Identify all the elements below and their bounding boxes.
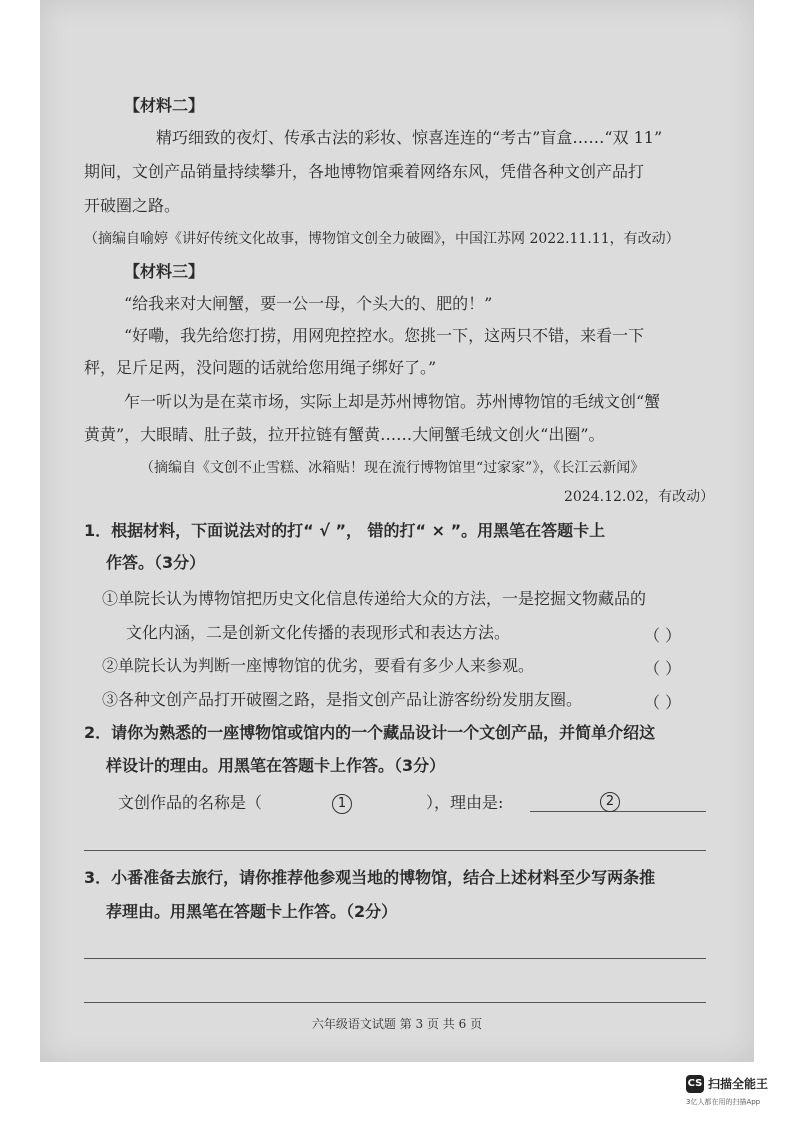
question1-item1-line1: ①单院长认为博物馆把历史文化信息传递给大众的方法，一是挖掘文物藏品的 bbox=[102, 589, 647, 608]
brand-tagline: 3亿人都在用的扫描App bbox=[686, 1098, 761, 1106]
material3-text-line2: 黄黄”，大眼睛、肚子鼓，拉开拉链有蟹黄……大闸蟹毛绒文创火“出圈”。 bbox=[84, 425, 605, 444]
question1-stem-line1: 1．根据材料，下面说法对的打“ √ ”， 错的打“ × ”。用黑笔在答题卡上 bbox=[84, 521, 606, 540]
exam-page bbox=[40, 0, 754, 1062]
page-footer: 六年级语文试题 第 3 页 共 6 页 bbox=[311, 1017, 483, 1031]
reason-answer-line bbox=[530, 811, 706, 812]
question1-item1-line2: 文化内涵，二是创新文化传播的表现形式和表达方法。 bbox=[126, 623, 511, 642]
material3-quote1: “给我来对大闸蟹，要一公一母，个头大的、肥的！” bbox=[124, 294, 493, 313]
question2-name-label: 文创作品的名称是（ bbox=[118, 793, 263, 812]
blank-marker-1: 1 bbox=[332, 794, 352, 814]
answer-paren-2: （ ） bbox=[644, 659, 682, 678]
question3-answer-line-2 bbox=[84, 1002, 706, 1003]
question2-stem-line2: 样设计的理由。用黑笔在答题卡上作答。（3分） bbox=[106, 756, 446, 775]
question2-reason-label: ），理由是: bbox=[426, 793, 504, 812]
question1-item2: ②单院长认为判断一座博物馆的优劣，要看有多少人来参观。 bbox=[102, 656, 535, 675]
question2-answer-line bbox=[84, 850, 706, 851]
material2-heading: 【材料二】 bbox=[124, 96, 205, 115]
question3-stem-line1: 3．小番准备去旅行，请你推荐他参观当地的博物馆，结合上述材料至少写两条推 bbox=[84, 868, 656, 887]
material3-quote2-line1: “好嘞，我先给您打捞，用网兜控控水。您挑一下，这两只不错，来看一下 bbox=[124, 326, 645, 345]
material3-source-line1: （摘编自《文创不止雪糕、冰箱贴！现在流行博物馆里“过家家”》，《长江云新闻》 bbox=[140, 460, 645, 476]
material2-text-line3: 开破圈之路。 bbox=[84, 196, 181, 215]
question3-stem-line2: 荐理由。用黑笔在答题卡上作答。（2分） bbox=[106, 902, 398, 921]
answer-paren-1: （ ） bbox=[644, 626, 682, 645]
camscanner-logo-icon: CS bbox=[686, 1075, 704, 1093]
material3-heading: 【材料三】 bbox=[124, 262, 205, 281]
material2-source: （摘编自喻婷《讲好传统文化故事，博物馆文创全力破圈》，中国江苏网 2022.11.11，有改动） bbox=[84, 231, 680, 247]
material3-text-line1: 乍一听以为是在菜市场，实际上却是苏州博物馆。苏州博物馆的毛绒文创“蟹 bbox=[124, 392, 661, 411]
question1-stem-line2: 作答。（3分） bbox=[106, 553, 206, 572]
material3-quote2-line2: 秤，足斤足两，没问题的话就给您用绳子绑好了。” bbox=[84, 358, 437, 377]
question1-item3: ③各种文创产品打开破圈之路，是指文创产品让游客纷纷发朋友圈。 bbox=[102, 690, 583, 709]
question3-answer-line-1 bbox=[84, 958, 706, 959]
material2-text-line2: 期间，文创产品销量持续攀升，各地博物馆乘着网络东风，凭借各种文创产品打 bbox=[84, 162, 645, 181]
question2-stem-line1: 2．请你为熟悉的一座博物馆或馆内的一个藏品设计一个文创产品，并简单介绍这 bbox=[84, 723, 656, 742]
answer-paren-3: （ ） bbox=[644, 693, 682, 712]
material2-text-line1: 精巧细致的夜灯、传承古法的彩妆、惊喜连连的“考古”盲盒……“双 11” bbox=[156, 128, 663, 147]
blank-marker-2: 2 bbox=[600, 792, 620, 812]
material3-source-line2: 2024.12.02，有改动） bbox=[564, 489, 715, 505]
brand-name: 扫描全能王 bbox=[708, 1077, 769, 1091]
